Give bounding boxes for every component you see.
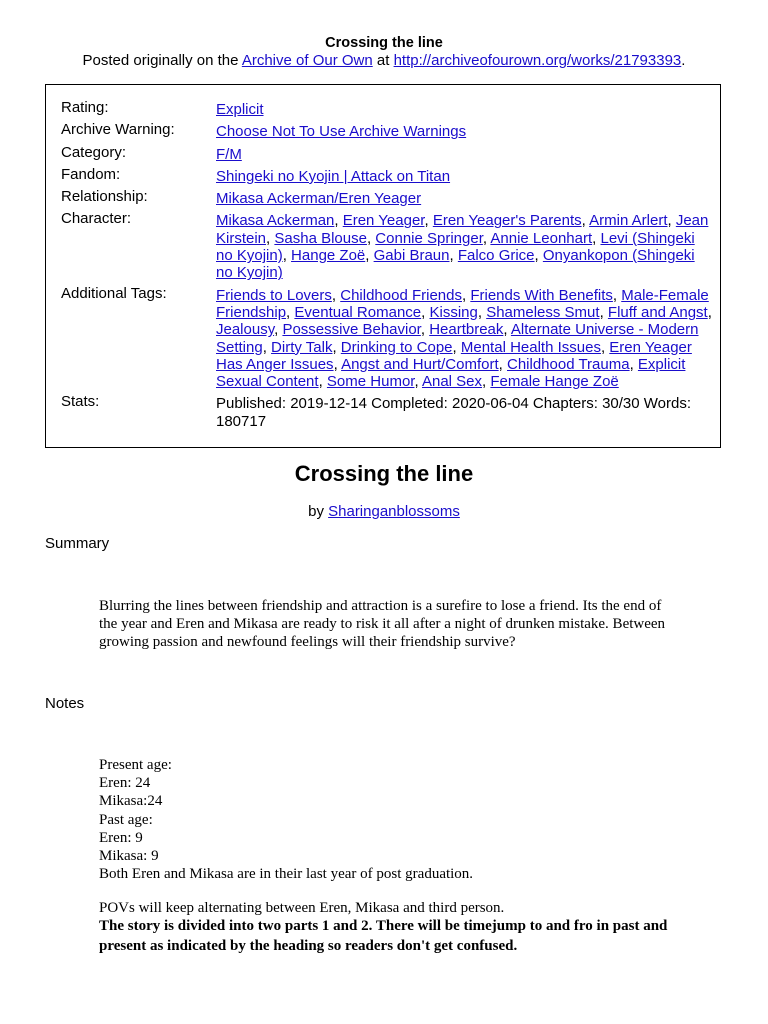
rating-link[interactable]: Explicit (216, 101, 264, 118)
notes-line: Eren: 24 (99, 775, 151, 792)
archive-link[interactable]: Archive of Our Own (241, 52, 373, 69)
tag-link[interactable]: Fluff and Angst (607, 303, 708, 321)
posted-line (0, 52, 768, 70)
work-title: Crossing the line (294, 461, 474, 486)
notes-lines (99, 756, 679, 883)
period: . (681, 52, 686, 69)
tag-link[interactable]: Friends With Benefits (470, 286, 613, 304)
character-link[interactable]: Sasha Blouse (274, 229, 367, 247)
notes-line: Present age: (99, 757, 172, 773)
tag-link[interactable]: Eren Yeager Has Anger Issues (216, 338, 692, 373)
document-header (0, 34, 768, 70)
character-link[interactable]: Levi (Shingeki no Kyojin) (216, 229, 695, 265)
character-link[interactable]: Hange Zoë (291, 247, 366, 265)
notes-line: Eren: 9 (99, 829, 143, 846)
tag-link[interactable]: Childhood Trauma (507, 355, 630, 373)
character-row (61, 210, 713, 284)
category-row (61, 144, 713, 166)
character-link[interactable]: Gabi Braun (373, 247, 450, 265)
tags-label: Additional Tags: (61, 284, 167, 302)
tag-link[interactable]: Childhood Friends (340, 286, 462, 304)
tag-link[interactable]: Alternate Universe - Modern Setting (216, 321, 699, 356)
warning-link[interactable]: Choose Not To Use Archive Warnings (216, 123, 467, 141)
tag-link[interactable]: Anal Sex (421, 373, 483, 391)
notes-line: Both Eren and Mikasa are in their last year of post graduation. (99, 866, 474, 883)
tag-link[interactable]: Kissing (429, 303, 478, 321)
tag-link[interactable]: Explicit Sexual Content (216, 355, 686, 391)
tag-link[interactable]: Mental Health Issues (460, 338, 601, 356)
character-link[interactable]: Jean Kirstein (216, 212, 709, 247)
tag-link[interactable]: Angst and Hurt/Comfort (341, 355, 499, 373)
at-text: at (372, 52, 394, 69)
notes-heading: Notes (45, 695, 85, 712)
character-link[interactable]: Armin Arlert (589, 212, 668, 230)
tag-link[interactable]: Friends to Lovers (216, 286, 332, 304)
by-text: by (308, 503, 329, 520)
character-link[interactable]: Mikasa Ackerman (216, 212, 335, 230)
tag-link[interactable]: Shameless Smut (486, 303, 600, 321)
posted-prefix: Posted originally on the (82, 52, 242, 69)
relationship-label: Relationship: (61, 188, 148, 206)
tag-link[interactable]: Jealousy (216, 321, 275, 339)
tag-link[interactable]: Dirty Talk (271, 338, 333, 356)
fandom-row (61, 166, 713, 188)
stats-value: Published: 2019-12-14 Completed: 2020-06-04 Chapters: 30/30 Words: 180717 (216, 395, 692, 430)
warning-label: Archive Warning: (61, 121, 175, 139)
warning-row (61, 121, 713, 143)
notes-line: Mikasa: 9 (99, 848, 159, 865)
rating-row (61, 99, 713, 121)
relationship-row (61, 188, 713, 210)
tag-link[interactable]: Eventual Romance (294, 303, 422, 321)
summary-heading: Summary (45, 535, 110, 552)
character-link[interactable]: Annie Leonhart (490, 229, 593, 247)
category-link[interactable]: F/M (216, 145, 242, 163)
character-link[interactable]: Onyankopon (Shingeki no Kyojin) (216, 247, 695, 282)
tag-link[interactable]: Female Hange Zoë (490, 373, 619, 391)
notes-bold-text: The story is divided into two parts 1 and 2. There will be timejump to and fro in past and present as indicated by the heading so readers don't get confused. (99, 918, 668, 954)
stats-label: Stats: (61, 393, 100, 411)
stats-row (61, 393, 713, 433)
character-link[interactable]: Eren Yeager (342, 212, 425, 230)
tag-link[interactable]: Male-Female Friendship (216, 286, 709, 321)
tag-link[interactable]: Some Humor (326, 373, 415, 391)
category-label: Category: (61, 143, 127, 161)
character-link[interactable]: Eren Yeager's Parents (432, 212, 582, 230)
notes-line: Past age: (99, 811, 153, 828)
tag-link[interactable]: Possessive Behavior (282, 321, 421, 339)
tag-link[interactable]: Heartbreak (429, 321, 504, 339)
notes-pov: POVs will keep alternating between Eren, Mikasa and third person. (99, 900, 505, 916)
summary-text: Blurring the lines between friendship and attraction is a surefire to lose a friend. Its the end of the year and Eren and Mikasa are ready to risk it all after a night of drunken mistake. Between growing passion and newfound feelings will their friendship survive? (99, 598, 666, 651)
fandom-label: Fandom: (61, 165, 121, 183)
metadata-box (45, 84, 721, 448)
header-title: Crossing the line (325, 35, 443, 51)
rating-label: Rating: (61, 99, 109, 116)
notes-line: Mikasa:24 (99, 793, 163, 810)
author-link[interactable]: Sharinganblossoms (328, 503, 460, 520)
character-link[interactable]: Connie Springer (375, 229, 483, 247)
character-label: Character: (61, 210, 132, 228)
fandom-link[interactable]: Shingeki no Kyojin | Attack on Titan (216, 167, 451, 185)
tags-row (61, 285, 713, 394)
character-link[interactable]: Falco Grice (457, 247, 535, 265)
work-url-link[interactable]: http://archiveofourown.org/works/21793393 (393, 52, 682, 69)
byline (0, 503, 768, 520)
relationship-link[interactable]: Mikasa Ackerman/Eren Yeager (216, 190, 422, 208)
metadata-table (61, 99, 713, 433)
character-list: Mikasa Ackerman, Eren Yeager, Eren Yeager's Parents, Armin Arlert, Jean Kirstein, Sasha Blouse, Connie Springer, Annie Leonhart, Levi (Shingeki no Kyojin), Hange Zoë, Gabi Braun, Falco Grice, Onyankopon (Shingeki no Kyojin) (216, 212, 709, 282)
tag-link[interactable]: Drinking to Cope (340, 338, 453, 356)
tags-list: Friends to Lovers, Childhood Friends, Friends With Benefits, Male-Female Friendship, Eventual Romance, Kissing, Shameless Smut, Fluff and Angst, Jealousy, Possessive Behavior, Heartbreak, Alternate Universe - Modern Setting, Dirty Talk, Drinking to Cope, Mental Health Issues, Eren Yeager Has Anger Issues, Angst and Hurt/Comfort, Childhood Trauma, Explicit Sexual Content, Some Humor, Anal Sex, Female Hange Zoë (216, 286, 712, 391)
